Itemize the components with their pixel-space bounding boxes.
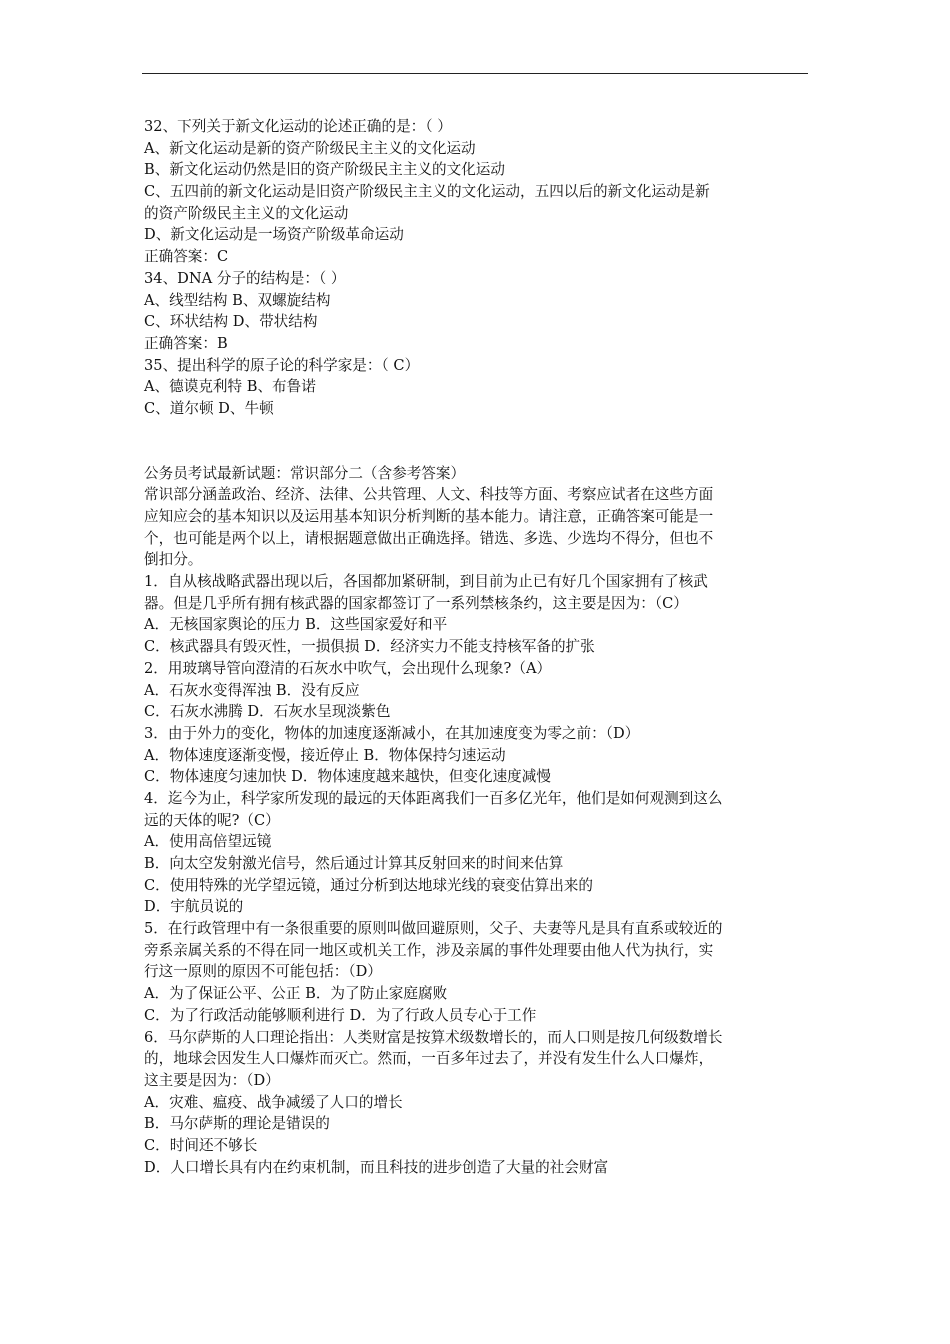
section-b-line: 1．自从核战略武器出现以后，各国都加紧研制，到目前为止已有好几个国家拥有了核武 [144, 573, 708, 591]
section-b-line: D．宇航员说的 [144, 898, 244, 916]
section-b-line: C．物体速度匀速加快 D．物体速度越来越快，但变化速度减慢 [144, 768, 551, 786]
header-rule [142, 73, 808, 74]
section-common-knowledge-part-two [144, 463, 812, 1179]
section-b-line: A．无核国家舆论的压力 B．这些国家爱好和平 [144, 616, 448, 634]
section-b-line: C．核武器具有毁灭性，一损俱损 D．经济实力不能支持核军备的扩张 [144, 638, 595, 656]
section-b-line: C．石灰水沸腾 D．石灰水呈现淡紫色 [144, 703, 391, 721]
section-b-line: C．使用特殊的光学望远镜，通过分析到达地球光线的衰变估算出来的 [144, 876, 593, 894]
section-a-line: C、环状结构 D、带状结构 [144, 313, 318, 331]
section-b-line: A．使用高倍望远镜 [144, 833, 272, 851]
section-a-line: D、新文化运动是一场资产阶级革命运动 [144, 226, 404, 244]
section-b-line: 行这一原则的原因不可能包括：（D） [144, 963, 382, 981]
section-a-line: A、线型结构 B、双螺旋结构 [144, 291, 331, 309]
section-b-line: 应知应会的基本知识以及运用基本知识分析判断的基本能力。请注意，正确答案可能是一 [144, 508, 714, 525]
section-b-line: 3．由于外力的变化，物体的加速度逐渐减小，在其加速度变为零之前：（D） [144, 724, 640, 742]
section-b-line: 远的天体的呢?（C） [144, 811, 280, 829]
section-b-line: 器。但是几乎所有拥有核武器的国家都签订了一系列禁核条约，这主要是因为：（C） [144, 594, 688, 612]
section-a-line: 34、DNA 分子的结构是：（ ） [144, 269, 346, 287]
section-b-line: 的，地球会因发生人口爆炸而灭亡。然而，一百多年过去了，并没有发生什么人口爆炸， [144, 1050, 714, 1068]
section-b-line: 5．在行政管理中有一条很重要的原则叫做回避原则，父子、夫妻等凡是具有直系或较近的 [144, 920, 723, 938]
section-b-line: D．人口增长具有内在约束机制，而且科技的进步创造了大量的社会财富 [144, 1158, 609, 1176]
section-b-line: 6．马尔萨斯的人口理论指出：人类财富是按算术级数增长的，而人口则是按几何级数增长 [144, 1028, 723, 1046]
section-b-line: 倒扣分。 [144, 551, 203, 569]
section-b-line: 2．用玻璃导管向澄清的石灰水中吹气，会出现什么现象?（A） [144, 659, 552, 677]
section-a-line: 正确答案：C [144, 248, 229, 266]
section-a-line: A、新文化运动是新的资产阶级民主主义的文化运动 [144, 139, 476, 157]
section-b-line: C．时间还不够长 [144, 1136, 258, 1154]
section-a-line: 35、提出科学的原子论的科学家是：（ C） [144, 356, 420, 374]
section-b-line: 4．迄今为止，科学家所发现的最远的天体距离我们一百多亿光年，他们是如何观测到这么 [144, 789, 723, 807]
section-a-line: 32、下列关于新文化运动的论述正确的是：（ ） [144, 118, 452, 135]
section-b-line: C．为了行政活动能够顺利进行 D．为了行政人员专心于工作 [144, 1006, 537, 1024]
section-b-line: A．石灰水变得浑浊 B．没有反应 [144, 681, 360, 699]
section-b-line: 这主要是因为：（D） [144, 1071, 280, 1089]
section-b-line: A．灾难、瘟疫、战争减缓了人口的增长 [144, 1093, 403, 1111]
section-a-line: A、德谟克利特 B、布鲁诺 [144, 378, 316, 396]
section-b-line: B．向太空发射激光信号，然后通过计算其反射回来的时间来估算 [144, 855, 564, 872]
section-b-line: 旁系亲属关系的不得在同一地区或机关工作，涉及亲属的事件处理要由他人代为执行，实 [144, 941, 714, 959]
section-b-line: 个，也可能是两个以上，请根据题意做出正确选择。错选、多选、少选均不得分，但也不 [144, 529, 714, 547]
document-body [144, 116, 812, 1178]
section-b-line: 公务员考试最新试题：常识部分二（含参考答案） [144, 464, 466, 482]
section-a-line: B、新文化运动仍然是旧的资产阶级民主主义的文化运动 [144, 161, 505, 179]
section-b-line: A．为了保证公平、公正 B．为了防止家庭腐败 [144, 985, 448, 1003]
section-gap [144, 420, 812, 463]
section-b-line: B．马尔萨斯的理论是错误的 [144, 1115, 330, 1133]
section-a-line: C、道尔顿 D、牛顿 [144, 399, 274, 417]
section-a-line: 正确答案：B [144, 334, 228, 352]
section-a-line: C、五四前的新文化运动是旧资产阶级民主主义的文化运动，五四以后的新文化运动是新 [144, 183, 710, 201]
section-a-line: 的资产阶级民主主义的文化运动 [144, 204, 349, 222]
section-b-line: A．物体速度逐渐变慢，接近停止 B．物体保持匀速运动 [144, 746, 506, 764]
section-b-line: 常识部分涵盖政治、经济、法律、公共管理、人文、科技等方面、考察应试者在这些方面 [144, 486, 714, 504]
section-history-science-questions [144, 116, 812, 420]
